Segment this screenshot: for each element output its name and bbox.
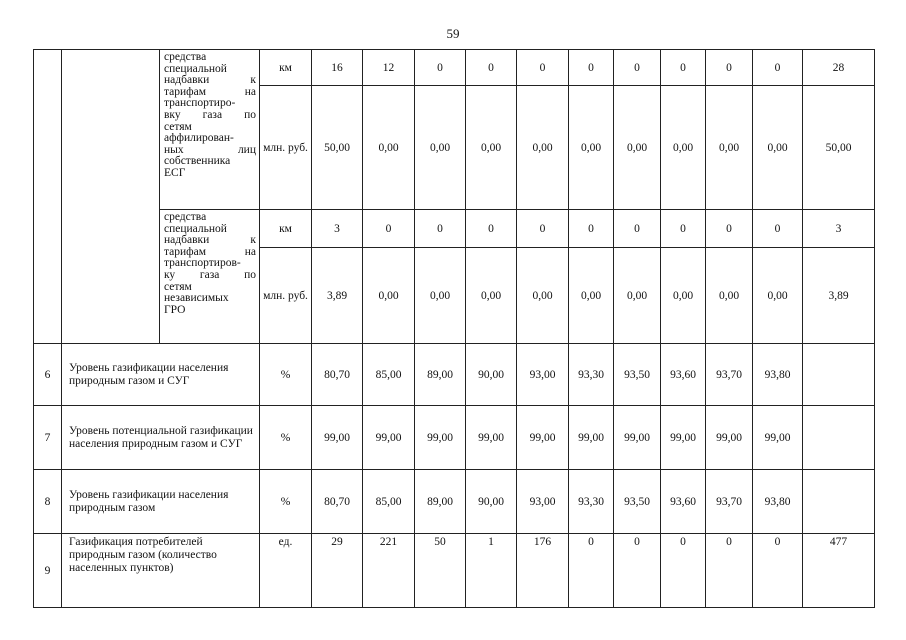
table-row <box>34 344 875 406</box>
value-cell: 89,00 <box>415 470 466 534</box>
value-cell: 0 <box>753 50 803 86</box>
value-cell: 93,80 <box>753 470 803 534</box>
unit-cell: млн. руб. <box>260 248 312 344</box>
value-cell: 0 <box>569 210 614 248</box>
unit-cell: % <box>260 344 312 406</box>
value-cell: 90,00 <box>466 470 517 534</box>
value-cell: 0 <box>706 210 753 248</box>
value-cell: 0 <box>466 210 517 248</box>
value-cell: 0,00 <box>706 86 753 210</box>
value-cell: 1 <box>466 534 517 608</box>
value-cell: 99,00 <box>753 406 803 470</box>
value-cell: 0 <box>661 534 706 608</box>
total-cell: 477 <box>803 534 875 608</box>
value-cell: 99,00 <box>614 406 661 470</box>
value-cell: 16 <box>312 50 363 86</box>
value-cell: 93,00 <box>517 344 569 406</box>
value-cell: 0 <box>569 534 614 608</box>
value-cell: 0,00 <box>569 86 614 210</box>
funding-source-label <box>160 50 260 210</box>
value-cell: 89,00 <box>415 344 466 406</box>
value-cell: 99,00 <box>661 406 706 470</box>
label-line: тарифам на <box>164 85 256 98</box>
value-cell: 93,70 <box>706 470 753 534</box>
indicator-label: Уровень газификации населения природным газом <box>62 470 260 534</box>
value-cell: 93,00 <box>517 470 569 534</box>
value-cell: 0,00 <box>706 248 753 344</box>
value-cell: 93,80 <box>753 344 803 406</box>
value-cell: 0,00 <box>517 86 569 210</box>
value-cell: 0 <box>517 50 569 86</box>
value-cell: 0,00 <box>415 248 466 344</box>
label-line: ку газа по <box>164 268 256 281</box>
label-line: транспортиро- <box>164 97 236 110</box>
label-line: ГРО <box>164 303 186 316</box>
label-line: тарифам на <box>164 245 256 258</box>
label-line: специальной <box>164 62 227 75</box>
value-cell: 12 <box>363 50 415 86</box>
label-line: специальной <box>164 222 227 235</box>
value-cell: 0,00 <box>753 248 803 344</box>
value-cell: 99,00 <box>415 406 466 470</box>
unit-cell: млн. руб. <box>260 86 312 210</box>
value-cell: 29 <box>312 534 363 608</box>
value-cell: 80,70 <box>312 470 363 534</box>
unit-cell: км <box>260 210 312 248</box>
value-cell: 85,00 <box>363 470 415 534</box>
value-cell: 85,00 <box>363 344 415 406</box>
value-cell: 93,60 <box>661 470 706 534</box>
indicator-label: Уровень потенциальной газификации населения природным газом и СУГ <box>62 406 260 470</box>
value-cell: 0 <box>706 50 753 86</box>
unit-cell: % <box>260 470 312 534</box>
value-cell: 93,60 <box>661 344 706 406</box>
row-number-cell: 9 <box>34 534 62 608</box>
funding-source-label <box>160 210 260 344</box>
value-cell: 0,00 <box>614 248 661 344</box>
value-cell: 0,00 <box>753 86 803 210</box>
data-table <box>33 49 875 608</box>
value-cell: 0,00 <box>569 248 614 344</box>
value-cell: 0 <box>614 210 661 248</box>
value-cell: 80,70 <box>312 344 363 406</box>
label-line: надбавки к <box>164 234 256 247</box>
value-cell: 0 <box>753 210 803 248</box>
value-cell: 99,00 <box>466 406 517 470</box>
value-cell: 0,00 <box>466 248 517 344</box>
value-cell: 99,00 <box>517 406 569 470</box>
label-line: аффилирован- <box>164 132 234 145</box>
label-line: независимых <box>164 292 229 305</box>
label-line: средства <box>164 211 207 223</box>
label-line: сетям <box>164 280 192 293</box>
value-cell: 0 <box>415 50 466 86</box>
value-cell: 0 <box>569 50 614 86</box>
value-cell: 3 <box>312 210 363 248</box>
label-line: средства <box>164 51 207 63</box>
page-number: 59 <box>446 26 460 41</box>
row-label-cell <box>62 50 160 344</box>
value-cell: 0 <box>466 50 517 86</box>
total-cell: 50,00 <box>803 86 875 210</box>
value-cell: 93,50 <box>614 344 661 406</box>
label-line: собственника <box>164 155 231 168</box>
value-cell: 0,00 <box>661 248 706 344</box>
value-cell: 93,70 <box>706 344 753 406</box>
unit-cell: км <box>260 50 312 86</box>
row-number-cell: 6 <box>34 344 62 406</box>
value-cell: 0,00 <box>415 86 466 210</box>
value-cell: 0 <box>753 534 803 608</box>
row-number-cell: 7 <box>34 406 62 470</box>
table-row <box>34 406 875 470</box>
total-cell: 3,89 <box>803 248 875 344</box>
value-cell: 0,00 <box>466 86 517 210</box>
value-cell: 99,00 <box>312 406 363 470</box>
table-row <box>34 470 875 534</box>
indicator-label: Газификация потребителей природным газом (количество населенных пунктов) <box>62 534 260 608</box>
indicator-label: Уровень газификации населения природным газом и СУГ <box>62 344 260 406</box>
value-cell: 50,00 <box>312 86 363 210</box>
value-cell: 3,89 <box>312 248 363 344</box>
value-cell: 99,00 <box>706 406 753 470</box>
label-line: вку газа по <box>164 108 256 121</box>
value-cell: 93,50 <box>614 470 661 534</box>
value-cell: 0 <box>706 534 753 608</box>
value-cell: 0 <box>415 210 466 248</box>
value-cell: 90,00 <box>466 344 517 406</box>
label-line: ных лиц <box>164 143 256 156</box>
row-number-cell <box>34 50 62 344</box>
value-cell: 93,30 <box>569 344 614 406</box>
table-row <box>34 210 875 248</box>
label-line: ЕСГ <box>164 166 186 179</box>
value-cell: 0 <box>614 534 661 608</box>
value-cell: 99,00 <box>363 406 415 470</box>
value-cell: 221 <box>363 534 415 608</box>
total-cell: 28 <box>803 50 875 86</box>
value-cell: 50 <box>415 534 466 608</box>
table-row <box>34 534 875 608</box>
value-cell: 0 <box>363 210 415 248</box>
value-cell: 0,00 <box>363 248 415 344</box>
value-cell: 99,00 <box>569 406 614 470</box>
total-cell: 3 <box>803 210 875 248</box>
value-cell: 0,00 <box>363 86 415 210</box>
value-cell: 0 <box>517 210 569 248</box>
value-cell: 0,00 <box>517 248 569 344</box>
value-cell: 0,00 <box>661 86 706 210</box>
label-line: транспортиров- <box>164 257 241 270</box>
label-line: надбавки к <box>164 74 256 87</box>
value-cell: 176 <box>517 534 569 608</box>
unit-cell: ед. <box>260 534 312 608</box>
total-cell <box>803 344 875 406</box>
table-row <box>34 50 875 86</box>
value-cell: 0 <box>661 50 706 86</box>
value-cell: 0,00 <box>614 86 661 210</box>
value-cell: 93,30 <box>569 470 614 534</box>
unit-cell: % <box>260 406 312 470</box>
value-cell: 0 <box>614 50 661 86</box>
label-line: сетям <box>164 120 192 133</box>
row-number-cell: 8 <box>34 470 62 534</box>
total-cell <box>803 470 875 534</box>
value-cell: 0 <box>661 210 706 248</box>
total-cell <box>803 406 875 470</box>
